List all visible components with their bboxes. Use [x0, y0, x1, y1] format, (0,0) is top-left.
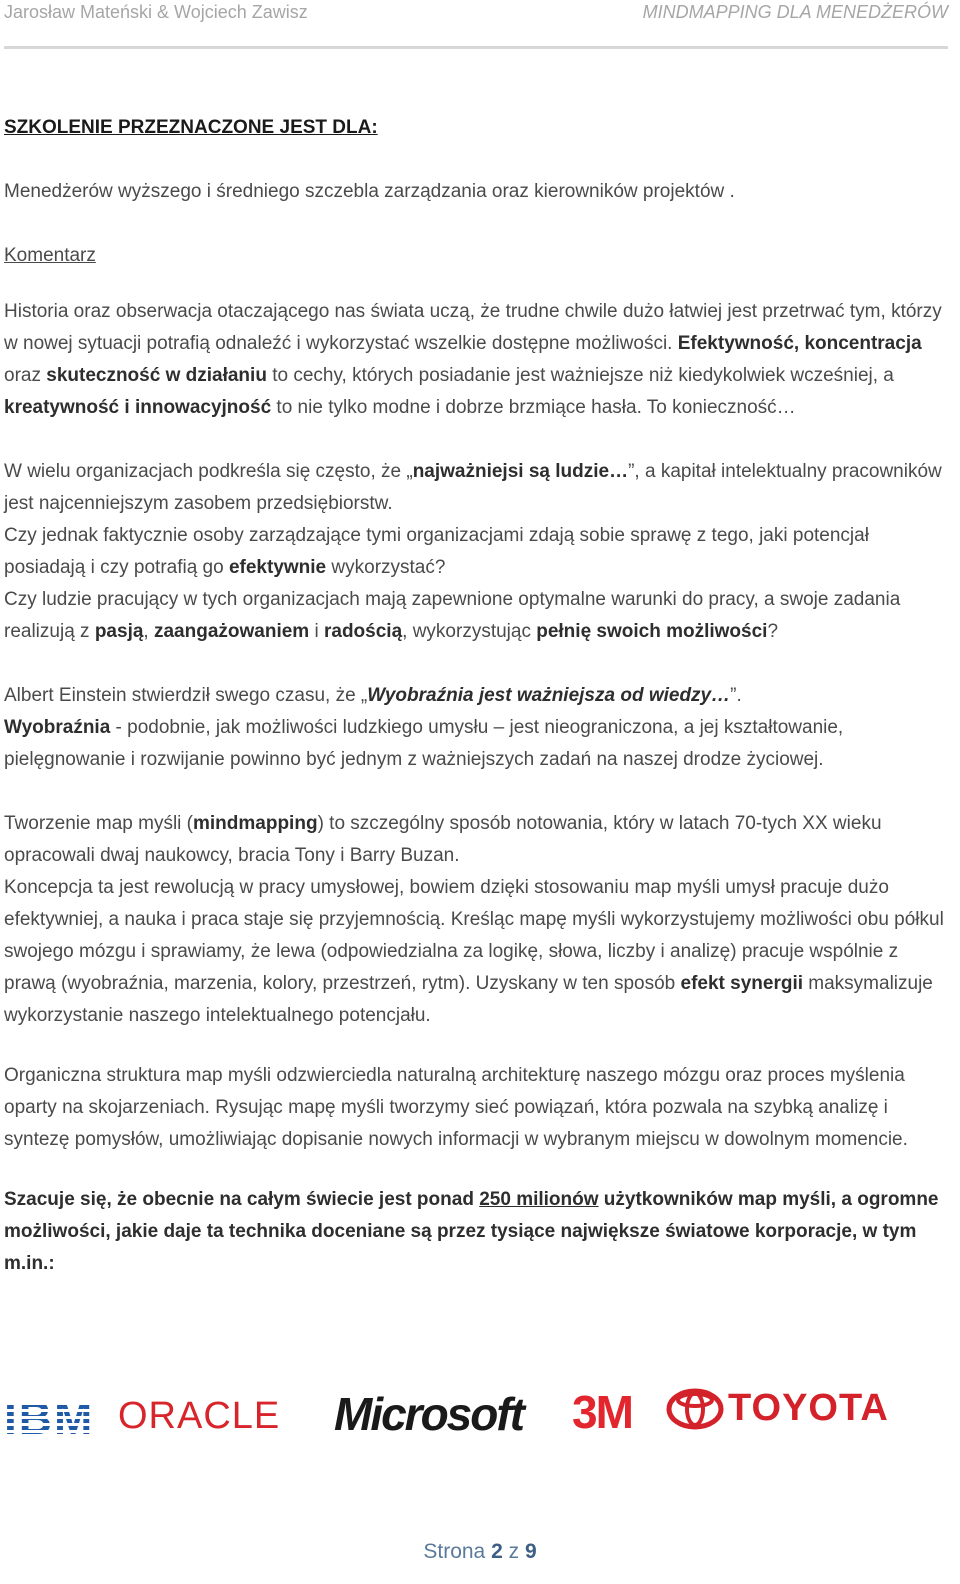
oracle-logo: ORACLE [118, 1395, 281, 1437]
microsoft-logo: Microsoft [334, 1388, 523, 1440]
total-pages: 9 [524, 1540, 537, 1563]
paragraph-1: Historia oraz obserwacja otaczającego nas świata uczą, że trudne chwile dużo łatwiej jest przetrwać tym, którzy w nowej sytuacji potrafią odnaleźć i wykorzystać wszelkie dostępne możliwości. Efektywność, koncentracja oraz skuteczność w działaniu to cechy, których posiadanie jest ważniejsze niż kiedykolwiek wcześniej, a kreatywność i innowacyjność to nie tylko modne i dobrze brzmiące hasła. To konieczność… [4, 301, 942, 418]
comment-label: Komentarz [4, 245, 96, 266]
paragraph-8: Koncepcja ta jest rewolucją w pracy umysłowej, bowiem dzięki stosowaniu map myśli umysł pracuje dużo efektywniej, a nauka i praca staje się przyjemnością. Kreśląc mapę myśli wykorzystujemy możliwości obu półkul swojego mózgu i sprawiamy, że lewa (odpowiedzialna za logikę, słowa, liczby i analizę) pracuje wspólnie z prawą (wyobraźnia, marzenia, kolory, przestrzeń, rytm). Uzyskany w ten sposób efekt synergii maksymalizuje wykorzystanie naszego intelektualnego potencjału. [4, 877, 944, 1026]
company-logos [4, 1385, 944, 1445]
toyota-emblem-icon [666, 1387, 724, 1436]
current-page: 2 [491, 1540, 503, 1563]
toyota-logo: TOYOTA [728, 1387, 889, 1429]
paragraph-7: Tworzenie map myśli (mindmapping) to szczególny sposób notowania, który w latach 70-tych XX wieku opracowali dwaj naukowcy, bracia Tony i Barry Buzan. [4, 813, 882, 866]
page-header [4, 0, 948, 49]
paragraph-10: Szacuje się, że obecnie na całym świecie jest ponad 250 milionów użytkowników map myśli, a ogromne możliwości, jakie daje ta technika doceniane są przez tysiące największe światowe korporacje, w tym m.in.: [4, 1189, 939, 1274]
3m-logo: 3M [572, 1386, 632, 1438]
users-count-link: 250 milionów [479, 1189, 599, 1210]
header-authors: Jarosław Mateński & Wojciech Zawisz [4, 2, 308, 22]
paragraph-2: W wielu organizacjach podkreśla się często, że „najważniejsi są ludzie…”, a kapitał intelektualny pracowników jest najcenniejszym zasobem przedsiębiorstw. [4, 461, 942, 514]
document-body [4, 112, 946, 1280]
paragraph-5: Albert Einstein stwierdził swego czasu, że „Wyobraźnia jest ważniejsza od wiedzy…”. [4, 685, 742, 706]
audience-text: Menedżerów wyższego i średniego szczebla zarządzania oraz kierowników projektów . [4, 181, 735, 202]
paragraph-4: Czy ludzie pracujący w tych organizacjach mają zapewnione optymalne warunki do pracy, a swoje zadania realizują z pasją, zaangażowaniem i radością, wykorzystując pełnię swoich możliwości? [4, 589, 901, 642]
paragraph-3: Czy jednak faktycznie osoby zarządzające tymi organizacjami zdają sobie sprawę z tego, jaki potencjał posiadają i czy potrafią go efektywnie wykorzystać? [4, 525, 869, 578]
paragraph-6: Wyobraźnia - podobnie, jak możliwości ludzkiego umysłu – jest nieograniczona, a jej kształtowanie, pielęgnowanie i rozwijanie powinno być jednym z ważniejszych zadań na naszej drodze życiowej. [4, 717, 844, 770]
page-footer: Strona 2 z 9 [423, 1540, 537, 1563]
ibm-logo: IBM [4, 1392, 95, 1444]
section-heading: SZKOLENIE PRZEZNACZONE JEST DLA: [4, 117, 378, 138]
paragraph-9: Organiczna struktura map myśli odzwierciedla naturalną architekturę naszego mózgu oraz proces myślenia oparty na skojarzeniach. Rysując mapę myśli tworzymy sieć powiązań, która pozwala na szybką analizę i syntezę pomysłów, umożliwiając dopisanie nowych informacji w wybranym miejscu w dowolnym momencie. [4, 1065, 908, 1150]
header-title: MINDMAPPING DLA MENEDŻERÓW [642, 2, 948, 22]
